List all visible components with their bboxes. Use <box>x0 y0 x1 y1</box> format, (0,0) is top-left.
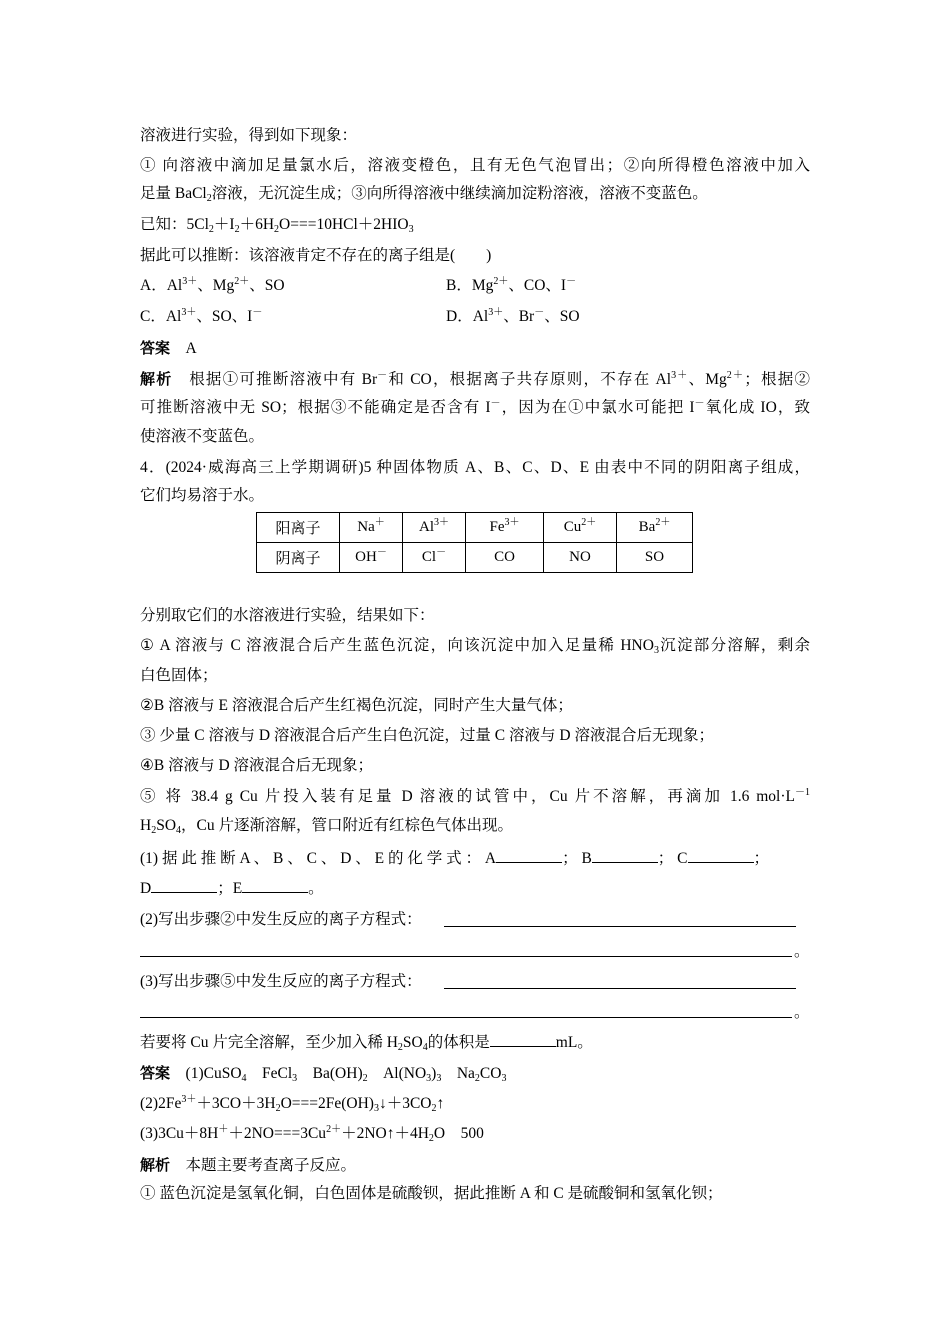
explanation-line: 使溶液不变蓝色。 <box>140 428 265 445</box>
option-c: C．$Al^{3+}$、SO、I－ <box>140 307 263 325</box>
option-b: B．$Mg^{2+}$、CO、I－ <box>446 276 577 294</box>
table-cell: $Al^{3+}$ <box>403 513 466 543</box>
answer-line-blank[interactable] <box>444 988 796 989</box>
text-line: 足量 BaCl$_2$溶液，无沉淀生成；③向所得溶液中继续滴加淀粉溶液，溶液不变蓝色。 <box>140 185 708 204</box>
known-equation: 已知：$5Cl_2+I_2+6H_2O===10HCl+2HIO_3$ <box>140 216 414 235</box>
answer-equation-2: $(2)2Fe^{3+}+3CO+3H_2O===2Fe(OH)_3↓+3CO_2↑$ <box>140 1094 445 1114</box>
text-line: 溶液进行实验，得到如下现象： <box>140 127 358 144</box>
period-mark: 。 <box>794 943 810 960</box>
step-3: ③ 少量 C 溶液与 D 溶液混合后产生白色沉淀，过量 C 溶液与 D 溶液混合后无现象； <box>140 727 714 744</box>
answer-blank-a[interactable] <box>496 848 562 863</box>
question-4-stem: 4．(2024·威海高三上学期调研)5 种固体物质 A、B、C、D、E 由表中不同的阴阳离子组成， <box>140 459 810 476</box>
table-cell: CO <box>466 543 544 573</box>
explanation-line: 解析 本题主要考查离子反应。 <box>140 1156 357 1174</box>
subquestion-1: (1) 据 此 推 断 A 、 B 、 C 、 D 、 E 的 化 学 式 ： A ； B ； C ； <box>140 850 770 867</box>
step-1: ① A 溶液与 C 溶液混合后产生蓝色沉淀，向该沉淀中加入足量稀 $HNO_3$沉淀部分溶解，剩余 <box>140 637 810 656</box>
question-stem: 据此可以推断：该溶液肯定不存在的离子组是( ) <box>140 247 492 264</box>
subquestion-4: 若要将 Cu 片完全溶解，至少加入稀 $H_2SO_4$的体积是 mL。 <box>140 1034 593 1053</box>
table-cell: Na＋ <box>340 513 403 543</box>
answer-line-blank[interactable] <box>140 956 792 957</box>
table-row-anions <box>257 543 693 573</box>
answer-line: 答案 (1)CuSO$_4$ FeCl$_3$ $Ba(OH)_2$ $Al(NO_3)_3$ $Na_2CO_3$ <box>140 1064 507 1084</box>
explanation-line: 解析 根据①可推断溶液中有 Br－和 CO，根据离子共存原则，不存在 $Al^{3+}$、$Mg^{2+}$；根据② <box>140 370 810 388</box>
answer-line-blank[interactable] <box>140 1017 792 1018</box>
question-4-stem: 它们均易溶于水。 <box>140 487 265 504</box>
table-cell: SO <box>617 543 693 573</box>
table-cell: 阳离子 <box>257 513 340 543</box>
step-5: $H_2SO_4$，Cu 片逐渐溶解，管口附近有红棕色气体出现。 <box>140 817 513 836</box>
option-a: A．$Al^{3+}$、$Mg^{2+}$、SO <box>140 276 285 294</box>
answer-blank-e[interactable] <box>242 878 308 893</box>
ion-table <box>256 512 693 573</box>
table-cell: $Ba^{2+}$ <box>617 513 693 543</box>
answer-blank-d[interactable] <box>151 878 217 893</box>
subquestion-1: D ；E 。 <box>140 880 324 897</box>
table-cell: 阴离子 <box>257 543 340 573</box>
answer-line-blank[interactable] <box>444 926 796 927</box>
answer-line: 答案 A <box>140 339 197 357</box>
answer-equation-3: $(3)3Cu+8H^++2NO===3Cu^{2+}+2NO↑+4H_2O$ 500 <box>140 1124 484 1144</box>
table-row-cations <box>257 513 693 543</box>
step-1: 白色固体； <box>140 667 218 684</box>
table-cell: $Cu^{2+}$ <box>544 513 617 543</box>
step-5: ⑤ 将 38.4 g Cu 片投入装有足量 D 溶液的试管中，Cu 片不溶解，再滴加 1.6 $mol\cdot L^{-1}$ <box>140 787 810 805</box>
subquestion-3: (3)写出步骤⑤中发生反应的离子方程式： <box>140 973 422 990</box>
answer-blank-b[interactable] <box>592 848 658 863</box>
answer-blank-c[interactable] <box>688 848 754 863</box>
table-cell: $Fe^{3+}$ <box>466 513 544 543</box>
explanation-line: 可推断溶液中无 SO；根据③不能确定是否含有 I－，因为在①中氯水可能把 I－氧化成 IO，致 <box>140 398 810 416</box>
table-cell: Cl－ <box>403 543 466 573</box>
table-cell: OH－ <box>340 543 403 573</box>
step-4: ④B 溶液与 D 溶液混合后无现象； <box>140 757 374 774</box>
text-line: 分别取它们的水溶液进行实验，结果如下： <box>140 607 435 624</box>
subquestion-2: (2)写出步骤②中发生反应的离子方程式： <box>140 911 422 928</box>
text-line: ① 向溶液中滴加足量氯水后，溶液变橙色，且有无色气泡冒出；②向所得橙色溶液中加入 <box>140 157 810 174</box>
table-cell: NO <box>544 543 617 573</box>
option-d: D．$Al^{3+}$、Br－、SO <box>446 307 580 325</box>
answer-blank-volume[interactable] <box>490 1032 556 1047</box>
period-mark: 。 <box>794 1004 810 1021</box>
step-2: ②B 溶液与 E 溶液混合后产生红褐色沉淀，同时产生大量气体； <box>140 697 573 714</box>
explanation-line: ① 蓝色沉淀是氢氧化铜，白色固体是硫酸钡，据此推断 A 和 C 是硫酸铜和氢氧化钡； <box>140 1185 723 1202</box>
